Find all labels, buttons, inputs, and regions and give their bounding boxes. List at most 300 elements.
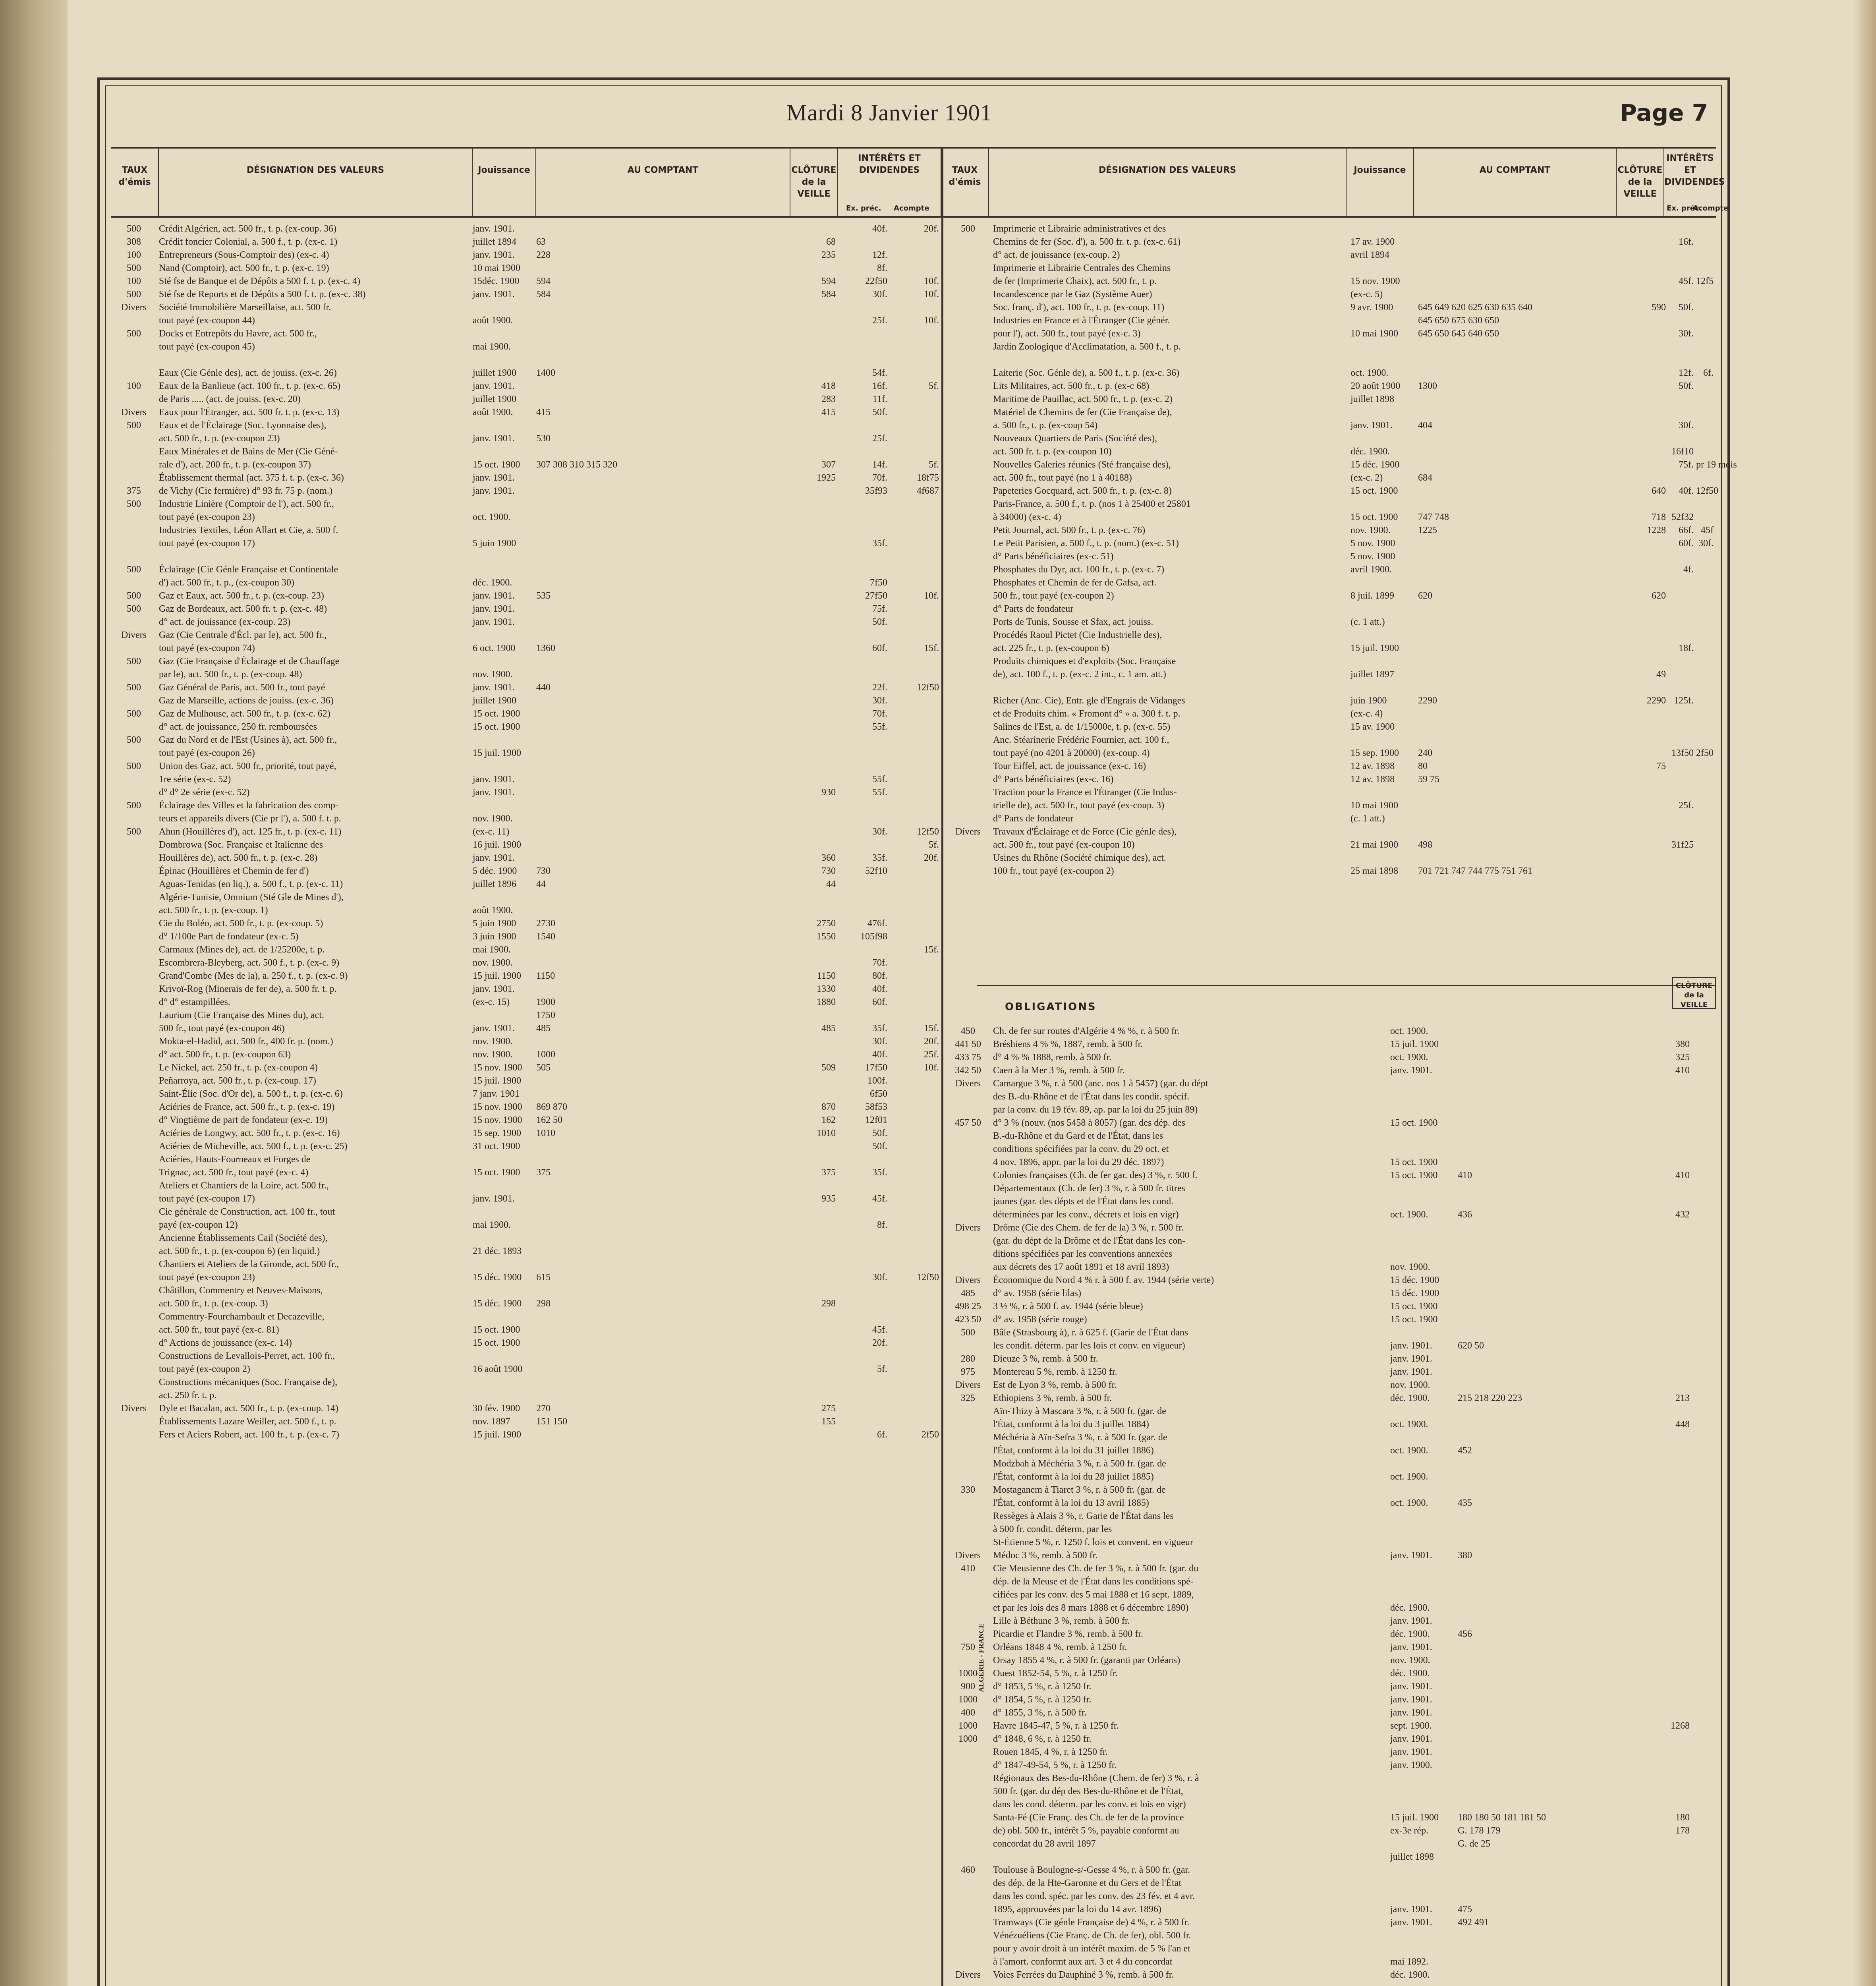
cell-name: tout payé (ex-coupon 23) <box>159 512 255 522</box>
cell-prec: 18f. <box>1679 643 1694 653</box>
cell-jouis: janv. 1901. <box>473 433 515 444</box>
cell-name: Orsay 1855 4 %, r. à 500 fr. (garanti par Orléans) <box>993 1655 1180 1665</box>
cell-jouis: mai 1900. <box>473 945 511 955</box>
cell-veille: 2750 <box>817 918 836 929</box>
table-row <box>111 485 941 498</box>
cell-veille: 935 <box>821 1194 836 1204</box>
cell-taux: 330 <box>961 1485 975 1495</box>
table-row <box>945 1628 1716 1641</box>
cell-taux: 500 <box>127 761 141 771</box>
table-row <box>111 327 941 340</box>
cell-prec: 25f. <box>872 433 887 444</box>
cell-jouis: janv. 1901. <box>1390 1681 1432 1692</box>
cell-comptant: 270 <box>536 1403 551 1414</box>
table-row <box>945 1195 1716 1208</box>
cell-name: d° act. de jouissance (ex-coup. 2) <box>993 250 1120 260</box>
table-row <box>945 681 1716 694</box>
cell-taux: 1000 <box>958 1668 978 1679</box>
cell-jouis: (c. 1 att.) <box>1350 813 1385 824</box>
cell-prec: 70f. <box>872 958 887 968</box>
cell-acompte: 12f50 <box>917 827 939 837</box>
cell-name: Aciéries de Micheville, act. 500 f., t. p. (ex-c. 25) <box>159 1141 348 1151</box>
left-col-comptant: AU COMPTANT <box>536 149 790 216</box>
cell-name: Maritime de Pauillac, act. 500 fr., t. p. (ex-c. 2) <box>993 394 1173 404</box>
cell-prec: 55f. <box>872 774 887 784</box>
cell-jouis: janv. 1901. <box>1390 1065 1432 1076</box>
cell-name: Aciéries de France, act. 500 fr., t. p. (ex-c. 19) <box>159 1102 335 1112</box>
cell-name: Gaz de Mulhouse, act. 500 fr., t. p. (ex-c. 62) <box>159 709 330 719</box>
table-row <box>111 1323 941 1337</box>
page-date: Mardi 8 Janvier 1901 <box>786 100 992 126</box>
table-row <box>111 668 941 681</box>
cell-name: Incandescence par le Gaz (Système Auer) <box>993 289 1152 299</box>
table-row <box>945 616 1716 629</box>
cell-name: Houillères de), act. 500 fr., t. p. (ex-c. 28) <box>159 853 318 863</box>
cell-name: Tramways (Cie génle Française de) 4 %, r. à 500 fr. <box>993 1917 1190 1928</box>
table-row <box>945 694 1716 707</box>
table-row <box>111 1088 941 1101</box>
cell-jouis: mai 1892. <box>1390 1957 1428 1967</box>
right-col-jouissance: Jouissance <box>1347 149 1414 216</box>
cell-taux: Divers <box>121 407 147 417</box>
cell-name: d° 1848, 6 %, r. à 1250 fr. <box>993 1734 1092 1744</box>
cell-veille: 448 <box>1675 1419 1690 1430</box>
cell-veille: 718 <box>1652 512 1666 522</box>
cell-taux: 500 <box>127 263 141 273</box>
cell-taux: 900 <box>961 1681 975 1692</box>
cell-name: Fers et Aciers Robert, act. 100 fr., t. p. (ex-c. 7) <box>159 1430 339 1440</box>
cell-jouis: juillet 1897 <box>1350 669 1394 680</box>
cell-name: Gaz de Bordeaux, act. 500 fr. t. p. (ex-c. 48) <box>159 604 327 614</box>
cell-taux: 500 <box>127 224 141 234</box>
cell-veille: 325 <box>1675 1052 1690 1063</box>
table-row <box>945 734 1716 747</box>
table-row <box>111 1363 941 1376</box>
cell-prec: 75f. <box>1679 460 1694 470</box>
cell-name: Châtillon, Commentry et Neuves-Maisons, <box>159 1285 323 1296</box>
cell-prec: 25f. <box>1679 800 1694 811</box>
table-row <box>945 773 1716 786</box>
cell-jouis: 16 juil. 1900 <box>473 840 522 850</box>
cell-comptant: 594 <box>536 276 551 286</box>
table-row <box>945 1955 1716 1969</box>
table-row <box>111 1284 941 1297</box>
cell-name: Mokta-el-Hadid, act. 500 fr., 400 fr. p. (nom.) <box>159 1036 333 1047</box>
table-row <box>111 799 941 812</box>
table-row <box>945 1182 1716 1195</box>
table-row <box>111 930 941 943</box>
table-row <box>111 983 941 996</box>
cell-veille: 49 <box>1656 669 1666 680</box>
cell-name: Laiterie (Soc. Génle de), a. 500 f., t. p. (ex-c. 36) <box>993 368 1180 378</box>
cell-comptant: 530 <box>536 433 551 444</box>
table-row <box>111 1337 941 1350</box>
cell-jouis: 15 déc. 1900 <box>1350 460 1400 470</box>
cell-veille: 155 <box>821 1416 836 1427</box>
cell-jouis: 15 oct. 1900 <box>1390 1157 1438 1167</box>
cell-jouis: janv. 1901. <box>473 473 515 483</box>
cell-veille: 509 <box>821 1063 836 1073</box>
cell-prec: 17f50 <box>865 1063 887 1073</box>
cell-jouis: déc. 1900. <box>1390 1668 1430 1679</box>
table-row <box>945 1824 1716 1837</box>
cell-jouis: (c. 1 att.) <box>1350 617 1385 627</box>
table-row <box>111 1101 941 1114</box>
table-row <box>945 747 1716 760</box>
cell-jouis: janv. 1901. <box>1350 420 1393 431</box>
cell-name: Sté fse de Reports et de Dépôts a 500 f. t. p. (ex-c. 38) <box>159 289 366 299</box>
cell-prec: 14f. <box>872 460 887 470</box>
table-row <box>111 825 941 838</box>
table-row <box>945 825 1716 838</box>
cell-jouis: 15 juil. 1900 <box>473 748 522 758</box>
cell-comptant: 869 870 <box>536 1102 567 1112</box>
cell-name: 1895, approuvées par la loi du 14 avr. 1896) <box>993 1904 1161 1915</box>
left-col-cloture: CLÔTURE de la VEILLE <box>790 149 838 216</box>
cell-jouis: 12 av. 1898 <box>1350 774 1395 784</box>
cell-jouis: 20 août 1900 <box>1350 381 1401 391</box>
cell-name: Constructions mécaniques (Soc. Française de), <box>159 1377 338 1387</box>
table-row <box>945 458 1737 471</box>
cell-jouis: déc. 1900. <box>1350 446 1390 457</box>
cell-prec: 35f. <box>872 853 887 863</box>
cell-taux: 100 <box>127 250 141 260</box>
cell-name: Eaux et de l'Éclairage (Soc. Lyonnaise des), <box>159 420 327 431</box>
table-row <box>945 865 1716 878</box>
cell-jouis: janv. 1901. <box>473 617 515 627</box>
cell-name: Gaz de Marseille, actions de jouiss. (ex-c. 36) <box>159 695 334 706</box>
cell-veille: 730 <box>821 866 836 876</box>
cell-comptant: 1900 <box>536 997 555 1007</box>
cell-veille: 1330 <box>817 984 836 994</box>
table-row <box>945 432 1716 445</box>
cell-prec: 35f. <box>872 538 887 549</box>
table-row <box>945 760 1716 773</box>
cell-jouis: janv. 1900. <box>1390 1760 1432 1770</box>
table-row <box>945 1877 1716 1890</box>
cell-acompte: 45f <box>1701 525 1714 535</box>
cell-prec: 45f. <box>872 1194 887 1204</box>
cell-veille: 584 <box>821 289 836 299</box>
cell-name: Eaux pour l'Étranger, act. 500 fr. t. p. (ex-c. 13) <box>159 407 340 417</box>
cell-name: d° d° 2e série (ex-c. 52) <box>159 787 250 798</box>
cell-prec: 6f50 <box>870 1089 887 1099</box>
cell-comptant: 645 650 645 640 650 <box>1418 328 1499 339</box>
cell-prec: 22f. <box>872 682 887 693</box>
cell-jouis: 15 juil. 1900 <box>1390 1812 1439 1823</box>
table-row <box>111 917 941 930</box>
cell-prec: 16f. <box>1679 237 1694 247</box>
cell-taux: 457 50 <box>955 1118 981 1128</box>
table-row <box>945 1051 1716 1064</box>
cell-name: Salines de l'Est, a. de 1/15000e, t. p. (ex-c. 55) <box>993 722 1171 732</box>
cell-acompte: 18f75 <box>917 473 939 483</box>
cell-prec: 35f. <box>872 1167 887 1178</box>
cell-name: d° act. de jouissance (ex-coup. 23) <box>159 617 291 627</box>
table-row <box>945 471 1716 485</box>
cell-jouis: 10 mai 1900 <box>1350 328 1398 339</box>
cell-taux: Divers <box>121 302 147 313</box>
cell-veille: 235 <box>821 250 836 260</box>
cell-prec: 27f50 <box>865 591 887 601</box>
cell-jouis: janv. 1901. <box>1390 1694 1432 1705</box>
cell-prec: 52f10 <box>865 866 887 876</box>
cell-veille: 298 <box>821 1298 836 1309</box>
cell-name: Laurium (Cie Française des Mines du), act. <box>159 1010 324 1020</box>
cell-name: à l'amort. conformt aux art. 3 et 4 du concordat <box>993 1957 1173 1967</box>
cell-name: Dombrowa (Soc. Française et Italienne des <box>159 840 323 850</box>
cell-prec: 45f. <box>1679 276 1694 286</box>
cell-jouis: nov. 1900. <box>473 958 513 968</box>
cell-name: Vénézuéliens (Cie Franç. de Ch. de fer), obl. 500 fr. <box>993 1930 1191 1941</box>
cell-acompte: 2f50 <box>922 1430 939 1440</box>
cell-name: Imprimerie et Librairie administratives et des <box>993 224 1166 234</box>
cell-name: Méchéria à Aïn-Sefra 3 %, r. à 500 fr. (gar. de <box>993 1432 1167 1443</box>
cell-comptant: 475 <box>1458 1904 1472 1915</box>
table-row <box>945 1261 1716 1274</box>
cell-name: Le Petit Parisien, a. 500 f., t. p. (nom.) (ex-c. 51) <box>993 538 1179 549</box>
cell-comptant: 436 <box>1458 1209 1472 1220</box>
cell-jouis: avril 1900. <box>1350 564 1392 575</box>
cell-jouis: oct. 1900. <box>1350 368 1389 378</box>
cell-name: Industrie Linière (Comptoir de l'), act. 500 fr., <box>159 499 334 509</box>
cell-acompte: 25f. <box>924 1049 939 1060</box>
table-row <box>945 1457 1716 1470</box>
cell-name: Constructions de Levallois-Perret, act. 100 fr., <box>159 1351 335 1361</box>
table-row <box>945 249 1716 262</box>
page-number: Page 7 <box>1620 99 1708 126</box>
cell-taux: 1000 <box>958 1721 978 1731</box>
table-row <box>945 1221 1716 1234</box>
cell-name: Ateliers et Chantiers de la Loire, act. 500 fr., <box>159 1180 329 1191</box>
cell-taux: 325 <box>961 1393 975 1403</box>
cell-jouis: 15 nov. 1900 <box>473 1063 522 1073</box>
table-row <box>111 367 941 380</box>
cell-prec: 75f. <box>872 604 887 614</box>
cell-comptant: 1010 <box>536 1128 555 1138</box>
table-row <box>111 1192 941 1206</box>
cell-jouis: 30 fév. 1900 <box>473 1403 520 1414</box>
cell-acompte: 30f. <box>1698 538 1714 549</box>
cell-name: Papeteries Gocquard, act. 500 fr., t. p. (ex-c. 8) <box>993 486 1172 496</box>
table-row <box>945 1143 1716 1156</box>
cell-name: d° av. 1958 (série lilas) <box>993 1288 1081 1298</box>
cell-jouis: janv. 1901. <box>473 853 515 863</box>
table-row <box>111 1179 941 1192</box>
cell-name: par le), act. 500 fr., t. p. (ex-coup. 48) <box>159 669 302 680</box>
cell-name: tout payé (ex-coupon 17) <box>159 538 255 549</box>
cell-prec: 52f32 <box>1671 512 1694 522</box>
cell-jouis: juillet 1900 <box>473 695 516 706</box>
cell-name: Eaux Minérales et de Bains de Mer (Cie Géné- <box>159 446 338 457</box>
cell-jouis: 21 mai 1900 <box>1350 840 1398 850</box>
table-row <box>111 1022 941 1035</box>
cell-prec: 50f. <box>872 1128 887 1138</box>
cell-jouis: 8 juil. 1899 <box>1350 591 1395 601</box>
cell-comptant: 1150 <box>536 971 555 981</box>
table-row <box>945 445 1716 458</box>
cell-jouis: juin 1900 <box>1350 695 1387 706</box>
cell-prec: 60f. <box>872 643 887 653</box>
table-row <box>111 380 941 393</box>
cell-prec: 30f. <box>872 827 887 837</box>
cell-veille: 590 <box>1652 302 1666 313</box>
cell-acompte: 4f687 <box>917 486 939 496</box>
cell-name: trielle de), act. 500 fr., tout payé (ex-coup. 3) <box>993 800 1165 811</box>
table-row <box>945 1366 1716 1379</box>
cell-jouis: janv. 1901. <box>1390 1917 1432 1928</box>
table-row <box>111 1140 941 1153</box>
table-row <box>945 852 1716 865</box>
table-row <box>111 655 941 668</box>
cell-name: Saint-Élie (Soc. d'Or de), a. 500 f., t. p. (ex-c. 6) <box>159 1089 343 1099</box>
cell-acompte: 20f. <box>924 224 939 234</box>
table-row <box>111 1258 941 1271</box>
table-row <box>945 419 1716 432</box>
cell-jouis: 15 juil. 1900 <box>473 1076 522 1086</box>
cell-jouis: 10 mai 1900 <box>1350 800 1398 811</box>
cell-name: d° act. 500 fr., t. p. (ex-coupon 63) <box>159 1049 291 1060</box>
table-row <box>111 249 941 262</box>
cell-jouis: (ex-c. 15) <box>473 997 510 1007</box>
table-row <box>945 642 1716 655</box>
cell-jouis: 15 déc. 1900 <box>473 1298 522 1309</box>
cell-name: d° av. 1958 (série rouge) <box>993 1314 1087 1325</box>
cell-jouis: 15 juil. 1900 <box>1350 643 1399 653</box>
cell-acompte: 10f. <box>924 315 939 326</box>
table-row <box>111 616 941 629</box>
cell-prec: 31f25 <box>1671 840 1694 850</box>
table-row <box>111 773 941 786</box>
cell-prec: 16f10 <box>1671 446 1694 457</box>
cell-name: pour l'), act. 500 fr., tout payé (ex-c. 3) <box>993 328 1141 339</box>
cell-taux: 500 <box>961 1327 975 1338</box>
cell-name: 4 nov. 1896, appr. par la loi du 29 déc. 1897) <box>993 1157 1164 1167</box>
cell-jouis: 15 nov. 1900 <box>473 1115 522 1125</box>
cell-name: Grand'Combe (Mes de la), a. 250 f., t. p. (ex-c. 9) <box>159 971 348 981</box>
cell-prec: 30f. <box>872 695 887 706</box>
cell-name: l'État, conformt à la loi du 28 juillet 1885) <box>993 1472 1154 1482</box>
cell-jouis: nov. 1900. <box>1350 525 1391 535</box>
table-row <box>945 380 1716 393</box>
cell-prec: 50f. <box>1679 302 1694 313</box>
table-row <box>945 629 1716 642</box>
cell-jouis: 7 janv. 1901 <box>473 1089 520 1099</box>
cell-name: par la conv. du 19 fév. 89, ap. par la loi du 25 juin 89) <box>993 1105 1198 1115</box>
cell-acompte: 10f. <box>924 276 939 286</box>
cell-taux: 500 <box>961 224 975 234</box>
cell-name: d° d° estampillées. <box>159 997 230 1007</box>
cell-comptant: 180 180 50 181 181 50 <box>1458 1812 1546 1823</box>
left-col-jouissance: Jouissance <box>473 149 536 216</box>
cell-name: Départementaux (Ch. de fer) 3 %, r. à 500 fr. titres <box>993 1183 1185 1194</box>
table-row <box>111 314 941 327</box>
cell-jouis: déc. 1900. <box>1390 1629 1430 1639</box>
cell-name: Escombrera-Bleyberg, act. 500 f., t. p. (ex-c. 9) <box>159 958 340 968</box>
cell-name: Commentry-Fourchambault et Decazeville, <box>159 1312 325 1322</box>
cell-name: teurs et appareils divers (Cie pr l'), a. 500 f. t. p. <box>159 813 341 824</box>
table-row <box>111 970 941 983</box>
table-row <box>111 1402 941 1415</box>
cell-name: Modzbah à Méchéria 3 %, r. à 500 fr. (gar. de <box>993 1459 1166 1469</box>
cell-prec: 20f. <box>872 1338 887 1348</box>
cell-prec: 7f50 <box>870 578 887 588</box>
cell-name: payé (ex-coupon 12) <box>159 1220 238 1230</box>
left-interets-prec: Ex. préc. <box>846 204 881 213</box>
table-row <box>945 1706 1716 1719</box>
obligations-list <box>945 1025 1716 1986</box>
cell-name: Traction pour la France et l'Étranger (Cie Indus- <box>993 787 1177 798</box>
cell-name: act. 250 fr. t. p. <box>159 1390 217 1401</box>
cell-jouis: 15 oct. 1900 <box>1350 512 1398 522</box>
cell-taux: 100 <box>127 276 141 286</box>
cell-veille: 485 <box>821 1023 836 1034</box>
table-row <box>945 1890 1716 1903</box>
table-row <box>945 1602 1716 1615</box>
cell-name: Bâle (Strasbourg à), r. à 625 f. (Garie de l'État dans <box>993 1327 1188 1338</box>
cell-jouis: janv. 1901. <box>473 224 515 234</box>
cell-jouis: oct. 1900. <box>1390 1419 1428 1430</box>
table-row <box>945 1130 1716 1143</box>
table-row <box>111 694 941 707</box>
cell-acompte: 5f. <box>929 381 939 391</box>
cell-jouis: nov. 1900. <box>473 669 513 680</box>
cell-jouis: oct. 1900. <box>1390 1052 1428 1063</box>
table-row <box>111 1271 941 1284</box>
table-row <box>945 1064 1716 1077</box>
cell-veille: 2290 <box>1647 695 1666 706</box>
cell-name: de Vichy (Cie fermière) d° 93 fr. 75 p. (nom.) <box>159 486 332 496</box>
cell-comptant: 307 308 310 315 320 <box>536 460 617 470</box>
table-row <box>111 406 941 419</box>
cell-veille: 620 <box>1652 591 1666 601</box>
table-row <box>945 1641 1716 1654</box>
cell-acompte: 2f50 <box>1696 748 1714 758</box>
cell-comptant: 498 <box>1418 840 1432 850</box>
cell-jouis: juillet 1898 <box>1350 394 1394 404</box>
table-row <box>111 589 941 603</box>
cell-prec: 30f. <box>872 289 887 299</box>
cell-name: Phosphates et Chemin de fer de Gafsa, act. <box>993 578 1157 588</box>
cell-taux: 500 <box>127 591 141 601</box>
cell-taux: 500 <box>127 604 141 614</box>
cell-name: Bréshiens 4 % %, 1887, remb. à 500 fr. <box>993 1039 1143 1049</box>
table-row <box>111 603 941 616</box>
cell-jouis: nov. 1900. <box>1390 1262 1430 1272</box>
cell-name: Colonies françaises (Ch. de fer gar. des) 3 %, r. 500 f. <box>993 1170 1198 1180</box>
cell-comptant: 1300 <box>1418 381 1437 391</box>
cell-taux: 400 <box>961 1708 975 1718</box>
table-row <box>945 354 1716 367</box>
table-row <box>945 1431 1716 1444</box>
table-row <box>945 1339 1716 1352</box>
table-row <box>111 707 941 721</box>
cell-name: tout payé (ex-coupon 44) <box>159 315 255 326</box>
cell-name: Paris-France, a. 500 f., t. p. (nos 1 à 25400 et 25801 <box>993 499 1191 509</box>
table-row <box>945 655 1716 668</box>
cell-name: Régionaux des Bes-du-Rhône (Chem. de fer) 3 %, r. à <box>993 1773 1199 1783</box>
cell-jouis: janv. 1901. <box>473 591 515 601</box>
cell-name: d° 1/100e Part de fondateur (ex-c. 5) <box>159 931 299 942</box>
cell-prec: 105f98 <box>860 931 887 942</box>
cell-taux: Divers <box>121 1403 147 1414</box>
cell-jouis: déc. 1900. <box>1390 1393 1430 1403</box>
cell-taux: Divers <box>955 1970 981 1980</box>
cell-jouis: 15 déc. 1900 <box>1390 1288 1439 1298</box>
cell-name: Cie du Boléo, act. 500 fr., t. p. (ex-coup. 5) <box>159 918 323 929</box>
cell-taux: 460 <box>961 1865 975 1875</box>
table-row <box>945 576 1716 589</box>
